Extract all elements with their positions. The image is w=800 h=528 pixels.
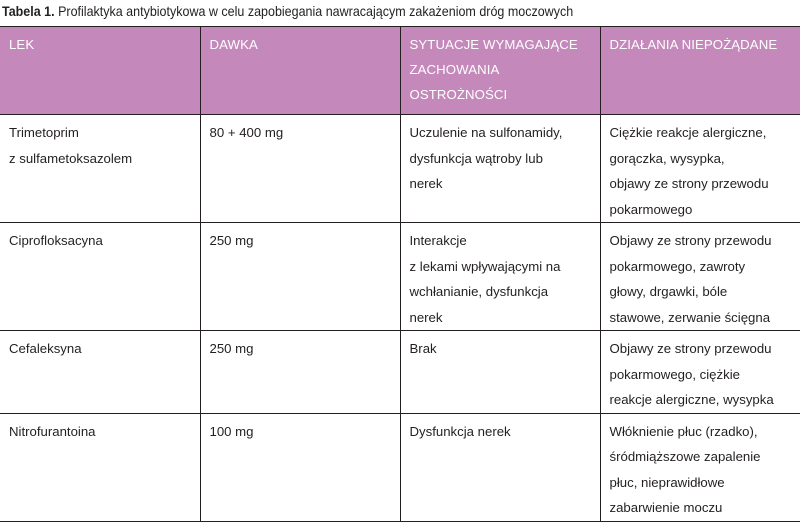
header-line: OSTROŻNOŚCI xyxy=(409,87,508,102)
cell-line: z sulfametoksazolem xyxy=(9,150,133,166)
cell-line: Interakcje xyxy=(409,233,467,248)
table-header-row xyxy=(0,27,800,115)
cell-line: 100 mg xyxy=(209,423,254,439)
cell-dzialania xyxy=(600,115,800,223)
cell-lek xyxy=(0,223,200,331)
table-row xyxy=(0,413,800,521)
header-line: DAWKA xyxy=(209,37,258,52)
cell-sytuacje xyxy=(400,115,600,223)
cell-line: gorączka, wysypka, xyxy=(609,150,725,166)
cell-line: 250 mg xyxy=(209,341,254,356)
table-caption-label: Tabela 1. xyxy=(2,4,55,19)
cell-line: objawy ze strony przewodu xyxy=(609,176,769,191)
cell-lek xyxy=(0,115,200,223)
cell-line: Włóknienie płuc (rzadko), xyxy=(609,423,758,439)
cell-line: pokarmowego, ciężkie xyxy=(609,366,740,382)
header-lek xyxy=(0,27,200,115)
cell-line: płuc, nieprawidłowe xyxy=(609,474,725,490)
cell-line: 250 mg xyxy=(209,233,254,248)
cell-dawka xyxy=(200,331,400,414)
cell-line: głowy, drgawki, bóle xyxy=(609,284,728,299)
cell-sytuacje xyxy=(400,413,600,521)
cell-line: śródmiąższowe zapalenie xyxy=(609,449,761,464)
cell-line: reakcje alergiczne, wysypka xyxy=(609,392,774,407)
header-line: LEK xyxy=(9,37,35,52)
cell-lek xyxy=(0,331,200,414)
cell-line: Nitrofurantoina xyxy=(9,423,96,439)
cell-line: z lekami wpływającymi na xyxy=(409,258,561,274)
cell-sytuacje xyxy=(400,223,600,331)
table-caption-text: Profilaktyka antybiotykowa w celu zapobiegania nawracającym zakażeniom dróg moczowych xyxy=(54,4,574,19)
cell-line: Ciprofloksacyna xyxy=(9,233,103,248)
cell-line: nerek xyxy=(409,309,443,325)
cell-line: Objawy ze strony przewodu xyxy=(609,233,772,248)
header-dawka xyxy=(200,27,400,115)
cell-line: Ciężkie reakcje alergiczne, xyxy=(609,125,767,140)
cell-line: stawowe, zerwanie ścięgna xyxy=(609,309,771,325)
cell-line: wchłanianie, dysfunkcja xyxy=(409,284,549,299)
cell-dawka xyxy=(200,223,400,331)
cell-line: Uczulenie na sulfonamidy, xyxy=(409,125,563,140)
cell-dawka xyxy=(200,115,400,223)
cell-lek xyxy=(0,413,200,521)
cell-sytuacje xyxy=(400,331,600,414)
table-row xyxy=(0,223,800,331)
cell-line: dysfunkcja wątroby lub xyxy=(409,150,543,166)
cell-line: Cefaleksyna xyxy=(9,341,82,356)
cell-dzialania xyxy=(600,413,800,521)
cell-dzialania xyxy=(600,223,800,331)
cell-line: nerek xyxy=(409,176,443,191)
cell-line: Objawy ze strony przewodu xyxy=(609,341,772,356)
header-line: SYTUACJE WYMAGAJĄCE xyxy=(409,37,578,52)
table-row xyxy=(0,331,800,414)
cell-line: Trimetoprim xyxy=(9,125,79,140)
cell-line: 80 + 400 mg xyxy=(209,125,284,140)
header-line: DZIAŁANIA NIEPOŻĄDANE xyxy=(609,37,778,52)
header-dzialania xyxy=(600,27,800,115)
cell-line: Dysfunkcja nerek xyxy=(409,423,511,439)
cell-line: pokarmowego, zawroty xyxy=(609,258,746,274)
table-caption xyxy=(2,3,734,21)
cell-dawka xyxy=(200,413,400,521)
cell-line: pokarmowego xyxy=(609,201,693,217)
header-sytuacje xyxy=(400,27,600,115)
table-row xyxy=(0,115,800,223)
cell-dzialania xyxy=(600,331,800,414)
cell-line: zabarwienie moczu xyxy=(609,500,723,515)
cell-line: Brak xyxy=(409,341,437,356)
header-line: ZACHOWANIA xyxy=(409,62,500,77)
prophylaxis-table xyxy=(0,26,800,522)
